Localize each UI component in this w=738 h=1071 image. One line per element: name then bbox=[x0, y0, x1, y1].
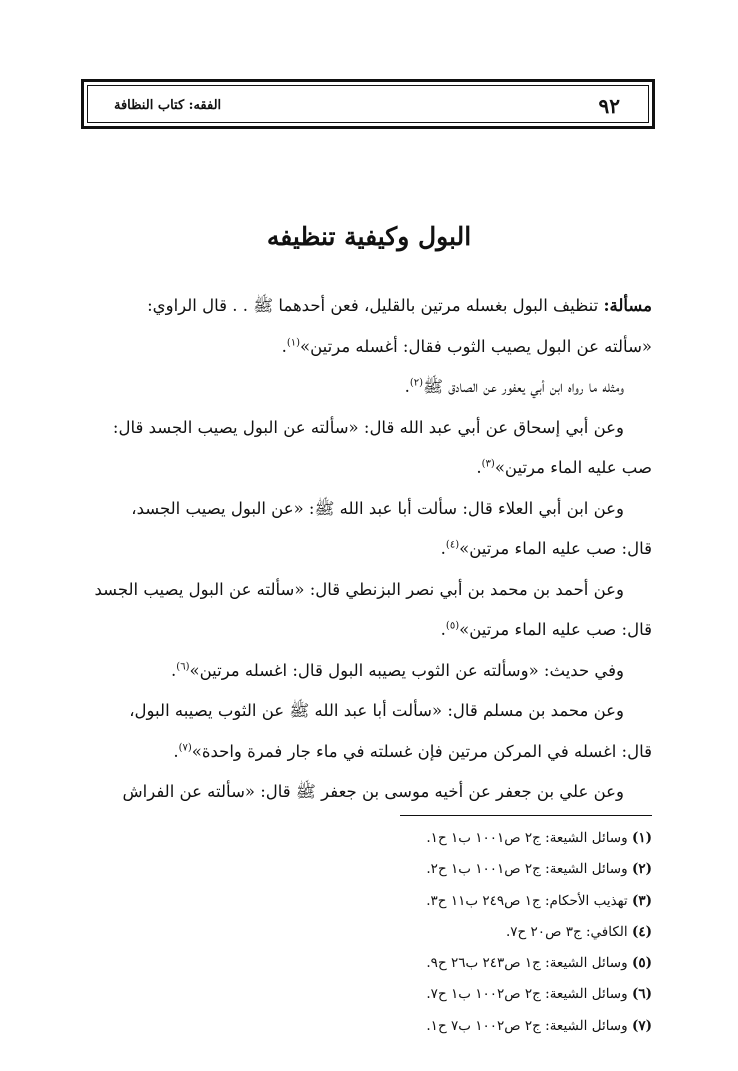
line-tail: . bbox=[173, 741, 179, 761]
footnote-text: وسائل الشيعة: ج٢ ص١٠٠١ ب١ ح١. bbox=[426, 830, 628, 846]
footnote-separator bbox=[400, 815, 652, 816]
line-tail: . bbox=[440, 539, 446, 558]
line-text: قال: صب عليه الماء مرتين» bbox=[459, 539, 652, 558]
paragraph-line bbox=[82, 651, 652, 692]
footnote-text: تهذيب الأحكام: ج١ ص٢٤٩ ب١١ ح٣. bbox=[426, 892, 628, 909]
footnote-item bbox=[82, 854, 652, 885]
running-head: الفقه: كتاب النظافة bbox=[114, 98, 222, 113]
line-text: وعن محمد بن مسلم قال: «سألت أبا عبد الله ﷺ عن الثوب يصيبه البول، bbox=[129, 701, 624, 720]
paragraph-line bbox=[82, 570, 652, 611]
footnote-item bbox=[82, 948, 652, 979]
line-text: قال: اغسله في المركن مرتين فإن غسلته في ماء جار فمرة واحدة» bbox=[191, 741, 652, 761]
issue-label: مسألة: bbox=[603, 296, 652, 315]
line-text: وفي حديث: «وسألته عن الثوب يصيبه البول قال: اغسله مرتين» bbox=[189, 660, 624, 680]
paragraph-line bbox=[82, 772, 652, 813]
body-text bbox=[82, 286, 652, 813]
line-tail: . bbox=[440, 620, 446, 639]
line-tail: . bbox=[171, 660, 177, 680]
footnote-item bbox=[82, 823, 652, 854]
line-text: وعن ابن أبي العلاء قال: سألت أبا عبد الله ﷺ: «عن البول يصيب الجسد، bbox=[131, 498, 624, 518]
line-text: وعن أبي إسحاق عن أبي عبد الله قال: «سألته عن البول يصيب الجسد قال: bbox=[112, 417, 624, 437]
paragraph-line bbox=[82, 691, 652, 732]
line-text: ومثله ما رواه ابن أبي يعفور عن الصادق ﷺ bbox=[423, 377, 624, 396]
footnote-ref: (٦) bbox=[176, 661, 190, 672]
paragraph-line bbox=[82, 732, 652, 773]
section-title: البول وكيفية تنظيفه bbox=[266, 222, 472, 251]
paragraph-line bbox=[82, 448, 652, 489]
page-header bbox=[81, 79, 655, 129]
footnote-number: (٧) bbox=[631, 1017, 652, 1034]
footnote-item bbox=[82, 1011, 652, 1042]
footnote-ref: (١) bbox=[286, 337, 301, 348]
footnote-text: وسائل الشيعة: ج١ ص٢٤٣ ب٢٦ ح٩. bbox=[426, 955, 628, 972]
paragraph-line bbox=[82, 408, 652, 449]
paragraph-line bbox=[82, 489, 652, 530]
line-text: تنظيف البول بغسله مرتين بالقليل، فعن أحدهما ﷺ . . قال الراوي: bbox=[147, 296, 604, 315]
line-tail: . bbox=[404, 377, 410, 396]
footnote-number: (٤) bbox=[631, 923, 652, 940]
paragraph-line bbox=[82, 286, 652, 327]
footnote-number: (١) bbox=[631, 830, 652, 846]
line-text: صب عليه الماء مرتين» bbox=[494, 458, 652, 477]
footnote-number: (٢) bbox=[631, 861, 652, 878]
page-number: ٩٢ bbox=[598, 94, 620, 118]
line-text: وعن أحمد بن محمد بن أبي نصر البزنطي قال: «سألته عن البول يصيب الجسد bbox=[94, 579, 624, 599]
footnote-text: وسائل الشيعة: ج٢ ص١٠٠٢ ب٧ ح١. bbox=[426, 1017, 628, 1034]
line-text: «سألته عن البول يصيب الثوب فقال: أغسله مرتين» bbox=[300, 336, 652, 356]
footnote-ref: (٤) bbox=[445, 539, 460, 551]
footnote-number: (٣) bbox=[631, 892, 652, 909]
footnotes bbox=[82, 823, 652, 1042]
footnote-ref: (٥) bbox=[445, 620, 460, 632]
footnote-text: وسائل الشيعة: ج٢ ص١٠٠١ ب١ ح٢. bbox=[426, 861, 628, 878]
line-text: قال: صب عليه الماء مرتين» bbox=[459, 620, 652, 639]
footnote-item bbox=[82, 917, 652, 948]
header-inner-border bbox=[87, 85, 649, 123]
footnote-ref: (٢) bbox=[409, 377, 424, 389]
line-tail: . bbox=[476, 458, 482, 477]
paragraph-line bbox=[82, 529, 652, 570]
paragraph-line bbox=[82, 610, 652, 651]
footnote-item bbox=[82, 979, 652, 1010]
footnote-number: (٥) bbox=[631, 955, 652, 972]
line-text: وعن علي بن جعفر عن أخيه موسى بن جعفر ﷺ قال: «سألته عن الفراش bbox=[122, 782, 624, 801]
footnote-text: وسائل الشيعة: ج٢ ص١٠٠٢ ب١ ح٧. bbox=[426, 986, 628, 1003]
line-tail: . bbox=[281, 336, 287, 356]
footnote-number: (٦) bbox=[631, 986, 652, 1003]
footnote-ref: (٣) bbox=[481, 458, 495, 470]
paragraph-line bbox=[82, 327, 652, 368]
paragraph-line bbox=[82, 367, 652, 408]
footnote-text: الكافي: ج٣ ص٢٠ ح٧. bbox=[505, 923, 628, 940]
footnote-ref: (٧) bbox=[178, 742, 192, 753]
footnote-item bbox=[82, 886, 652, 917]
